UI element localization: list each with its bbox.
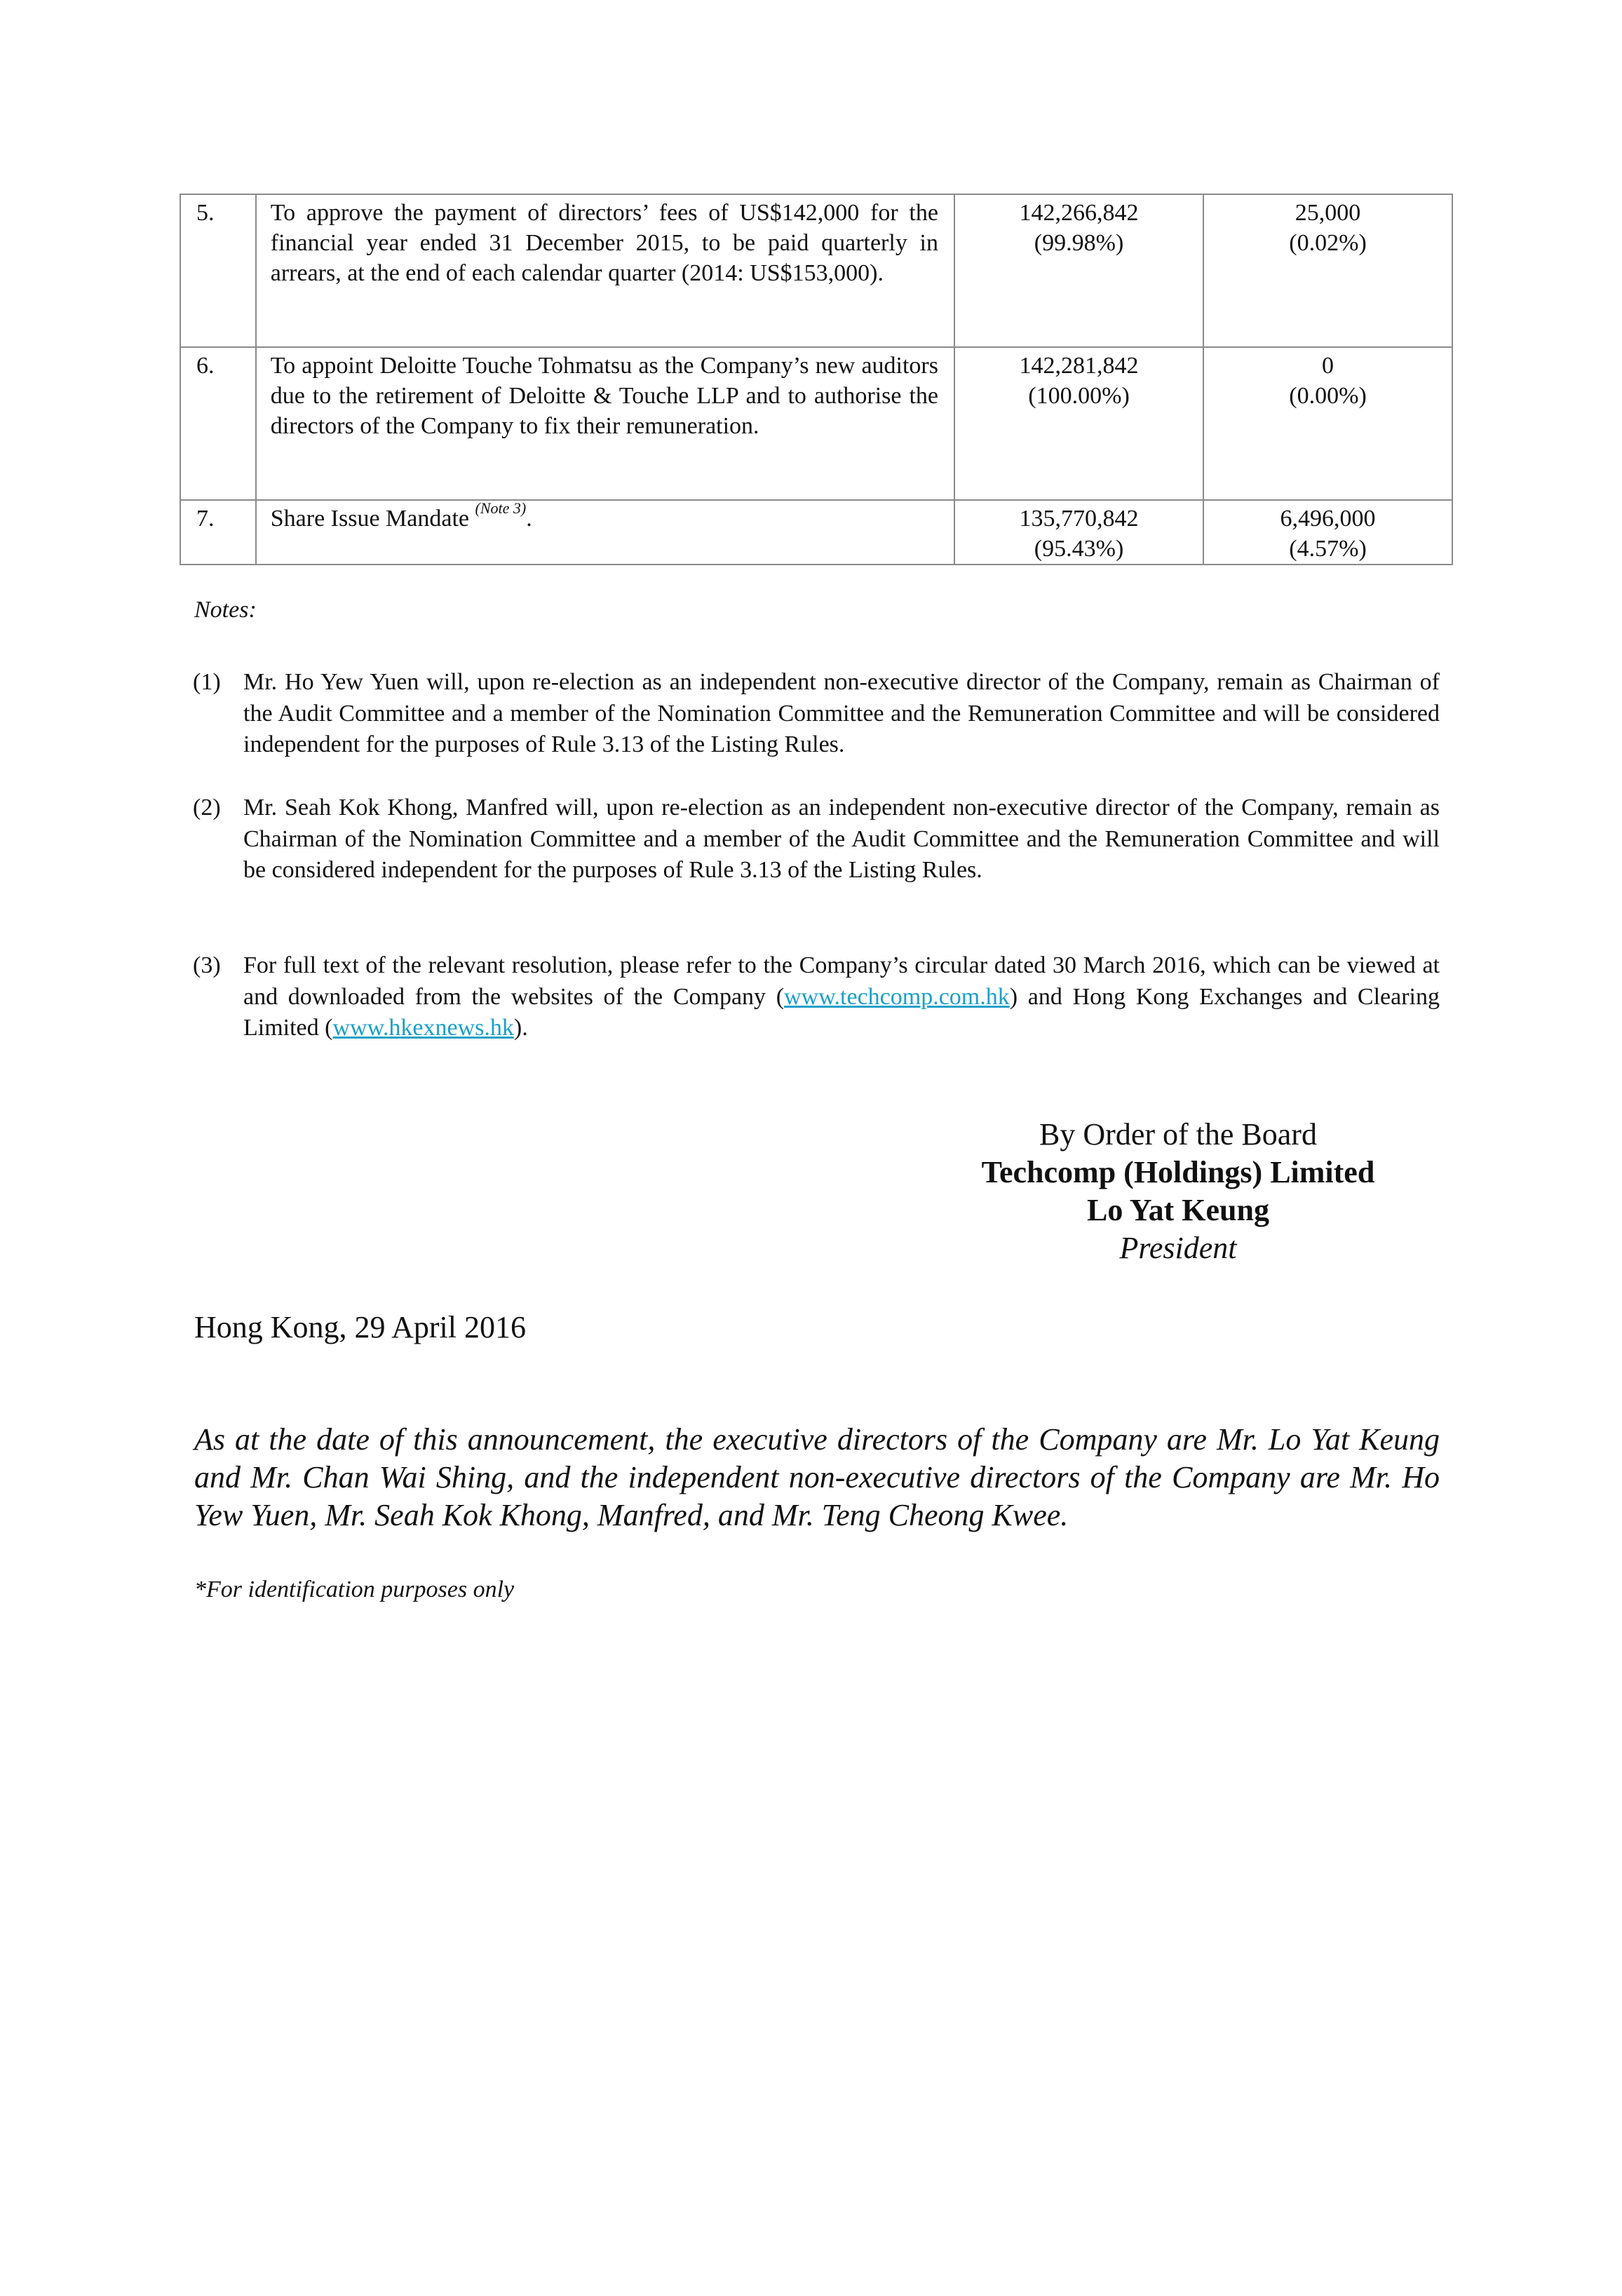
votes-for-count: 142,266,842 (1019, 200, 1139, 226)
votes-against-count: 6,496,000 (1280, 506, 1376, 532)
note-text-part: For full text of the relevant resolution, please refer to the Company’s circular dated 30 March 2016, which can be viewed at and downloaded from the websites of the Company ( (243, 952, 1440, 1010)
votes-for-percent: (99.98%) (1034, 230, 1124, 256)
hkexnews-website-link[interactable]: www.hkexnews.hk (332, 1015, 514, 1041)
resolution-text-suffix: . (526, 506, 532, 532)
note-item (193, 950, 1440, 1044)
note-item (193, 792, 1440, 886)
resolution-text (256, 500, 954, 565)
votes-for-count: 142,281,842 (1019, 353, 1139, 379)
votes-against-cell (1203, 500, 1452, 565)
resolution-number: 5. (180, 194, 256, 347)
note-marker: (2) (193, 795, 221, 821)
note-marker: (3) (193, 952, 221, 978)
votes-against-percent: (4.57%) (1289, 536, 1367, 562)
note-reference: (Note 3) (475, 499, 527, 517)
note-text: Mr. Seah Kok Khong, Manfred will, upon re-election as an independent non-executive director of the Company, remain as Chairman of the Nomination Committee and a member of the Audit Committee and the Remuneration Committee and will be considered independent for the purposes of Rule 3.13 of the Listing Rules. (243, 795, 1440, 883)
resolution-number: 6. (180, 347, 256, 500)
note-text (243, 950, 1440, 1044)
directors-statement: As at the date of this announcement, the executive directors of the Company are Mr. Lo Yat Keung and Mr. Chan Wai Shing, and the independent non-executive directors of the Company are Mr. Ho Yew Yuen, Mr. Seah Kok Khong, Manfred, and Mr. Teng Cheong Kwee. (194, 1422, 1440, 1532)
note-marker: (1) (193, 669, 221, 695)
note-item (193, 667, 1440, 761)
votes-for-cell (954, 347, 1203, 500)
table-row (180, 194, 1452, 347)
resolution-text: To approve the payment of directors’ fees of US$142,000 for the financial year ended 31 December 2015, to be paid quarterly in arrears, at the end of each calendar quarter (2014: US$153,000). (256, 194, 954, 347)
resolution-text-main: Share Issue Mandate (270, 506, 469, 532)
votes-for-cell (954, 194, 1203, 347)
notes-heading: Notes: (194, 597, 257, 623)
votes-against-cell (1203, 347, 1452, 500)
votes-against-percent: (0.00%) (1289, 383, 1367, 409)
resolution-text: To appoint Deloitte Touche Tohmatsu as the Company’s new auditors due to the retirement of Deloitte & Touche LLP and to authorise the directors of the Company to fix their remuneration. (256, 347, 954, 500)
votes-against-count: 25,000 (1295, 200, 1361, 226)
techcomp-website-link[interactable]: www.techcomp.com.hk (784, 983, 1010, 1010)
votes-for-percent: (100.00%) (1028, 383, 1130, 409)
table-row (180, 347, 1452, 500)
signature-name: Lo Yat Keung (1087, 1193, 1269, 1227)
votes-for-count: 135,770,842 (1019, 506, 1139, 532)
dateline: Hong Kong, 29 April 2016 (194, 1310, 526, 1344)
votes-for-percent: (95.43%) (1034, 536, 1124, 562)
note-text-part: ). (513, 1015, 528, 1041)
signature-company: Techcomp (Holdings) Limited (981, 1155, 1375, 1189)
resolutions-table (180, 194, 1453, 565)
table-row (180, 500, 1452, 565)
note-text-part: ) and Hong Kong Exchanges and Clearing Limited ( (243, 983, 1440, 1041)
votes-against-percent: (0.02%) (1289, 230, 1367, 256)
votes-for-cell (954, 500, 1203, 565)
signature-order-line: By Order of the Board (1039, 1117, 1317, 1152)
votes-against-count: 0 (1322, 353, 1334, 379)
signature-title: President (1119, 1231, 1237, 1265)
note-text: Mr. Ho Yew Yuen will, upon re-election as an independent non-executive director of the Company, remain as Chairman of the Audit Committee and a member of the Nomination Committee and the Remuneration Committee and will be considered independent for the purposes of Rule 3.13 of the Listing Rules. (243, 669, 1440, 757)
resolution-number: 7. (180, 500, 256, 565)
footnote: *For identification purposes only (194, 1576, 515, 1602)
votes-against-cell (1203, 194, 1452, 347)
